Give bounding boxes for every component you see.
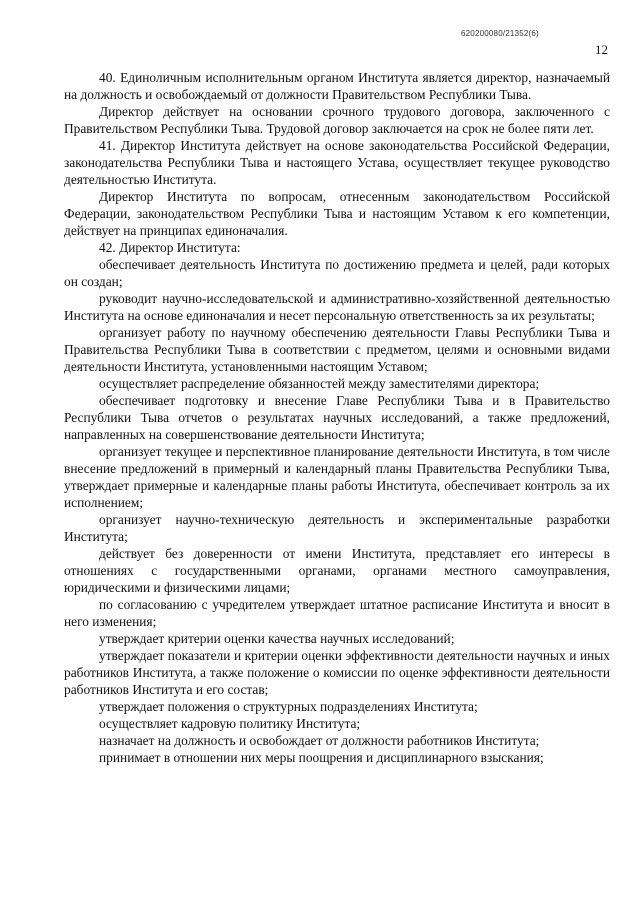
list-item: осуществляет распределение обязанностей между заместителями директора; <box>99 376 540 391</box>
list-item: осуществляет кадровую политику Института; <box>99 716 361 731</box>
list-item: организует работу по научному обеспечению деятельности Главы Республики Тыва и Правительства Республики Тыва в соответствии с предметом, целями и основными видами деятельности Института, установленными настоящим Уставом; <box>64 325 610 374</box>
paragraph: Директор действует на основании срочного трудового договора, заключенного с Правительством Республики Тыва. Трудовой договор заключается на срок не более пяти лет. <box>64 104 610 136</box>
list-item: обеспечивает деятельность Института по достижению предмета и целей, ради которых он создан; <box>64 257 610 289</box>
list-item: организует научно-техническую деятельность и экспериментальные разработки Института; <box>64 512 610 544</box>
page-number: 12 <box>595 42 608 57</box>
list-item: утверждает положения о структурных подразделениях Института; <box>99 699 478 714</box>
list-item: принимает в отношении них меры поощрения и дисциплинарного взыскания; <box>99 750 544 765</box>
list-item: назначает на должность и освобождает от должности работников Института; <box>99 733 540 748</box>
list-item: организует текущее и перспективное планирование деятельности Института, в том числе внесение предложений в примерный и календарный планы Правительства Республики Тыва, утверждает примерные и календарные планы работы Института, обеспечивает контроль за их исполнением; <box>64 444 610 510</box>
paragraph: Директор Института по вопросам, отнесенным законодательством Российской Федерации, законодательством Республики Тыва и настоящим Уставом к его компетенции, действует на принципах единоначалия. <box>64 189 610 238</box>
list-item: утверждает критерии оценки качества научных исследований; <box>99 631 455 646</box>
list-item: обеспечивает подготовку и внесение Главе Республики Тыва и в Правительство Республики Тыва отчетов о результатах научных исследований, а также предложений, направленных на совершенствование деятельности Института; <box>64 393 610 442</box>
document-code: 620200080/21352(6) <box>461 29 539 38</box>
paragraph-41: 41. Директор Института действует на основе законодательства Российской Федерации, законодательства Республики Тыва и настоящего Устава, осуществляет текущее руководство деятельностью Института. <box>64 138 610 187</box>
paragraph-42: 42. Директор Института: <box>99 240 241 255</box>
list-item: действует без доверенности от имени Института, представляет его интересы в отношениях с государственными органами, органами местного самоуправления, юридическими и физическими лицами; <box>64 546 610 595</box>
paragraph-40: 40. Единоличным исполнительным органом Института является директор, назначаемый на должность и освобождаемый от должности Правительством Республики Тыва. <box>64 70 610 102</box>
list-item: руководит научно-исследовательской и административно-хозяйственной деятельностью Института на основе единоначалия и несет персональную ответственность за их результаты; <box>64 291 610 323</box>
document-body <box>64 69 610 766</box>
list-item: по согласованию с учредителем утверждает штатное расписание Института и вносит в него изменения; <box>64 597 610 629</box>
list-item: утверждает показатели и критерии оценки эффективности деятельности научных и иных работников Института, а также положение о комиссии по оценке эффективности деятельности работников Института и его состав; <box>64 648 610 697</box>
